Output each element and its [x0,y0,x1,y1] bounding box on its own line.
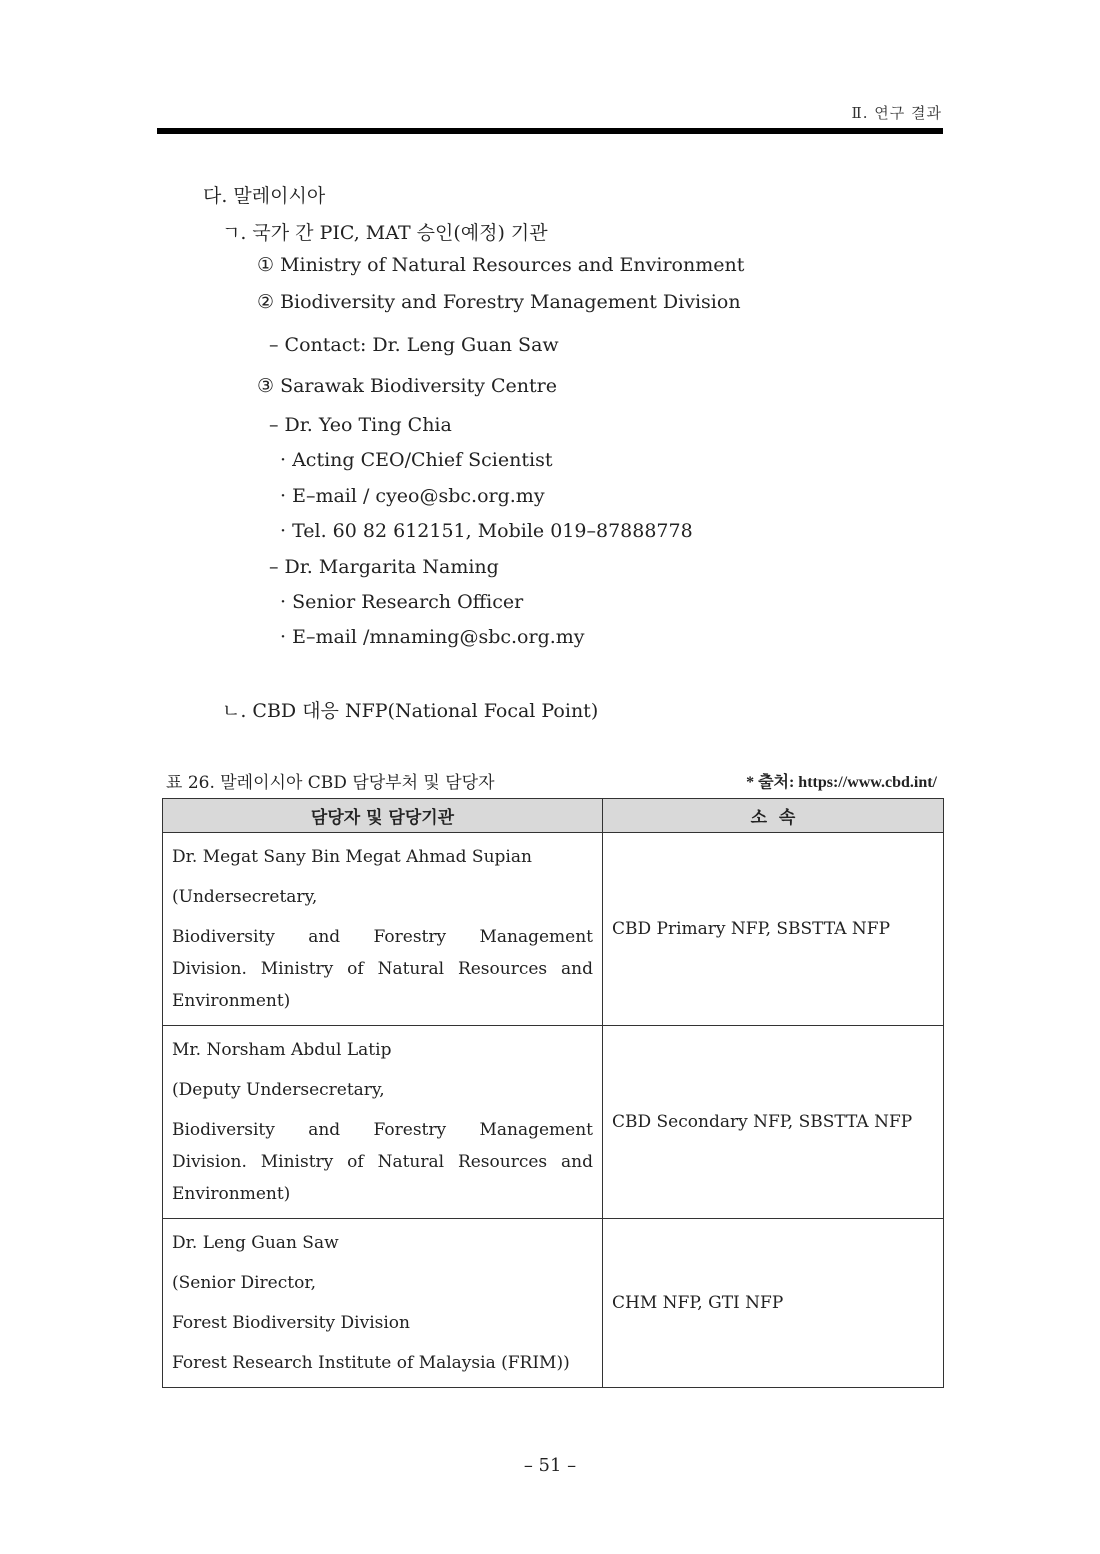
contact-cell [163,1219,603,1388]
table-row [163,1219,944,1388]
org-word: and [308,927,341,947]
org-word: Management [479,927,593,947]
contact-cell [163,1026,603,1219]
contact-org: Forest Research Institute of Malaysia (FRIM)) [172,1353,570,1373]
subsection-b-heading: ㄴ. CBD 대응 NFP(National Focal Point) [222,700,599,722]
contact-cell [163,833,603,1026]
column-header: 담당자 및 담당기관 [163,799,603,833]
contact-line: – Contact: Dr. Leng Guan Saw [269,334,559,356]
page-number: – 51 – [523,1455,577,1476]
role-cell: CBD Primary NFP, SBSTTA NFP [603,833,944,1026]
contact-title: (Deputy Undersecretary, [172,1080,385,1100]
contact-org-rest: Division. Ministry of Natural Resources and Environment) [172,1152,593,1204]
person-line: – Dr. Margarita Naming [269,556,499,578]
contact-org-line [172,1114,593,1146]
cbd-contacts-table [162,798,944,1388]
org-word: Management [479,1120,593,1140]
detail-line: · Acting CEO/Chief Scientist [280,449,553,471]
institution-item-2: ② Biodiversity and Forestry Management Division [257,291,741,313]
table-row [163,833,944,1026]
table-source: * 출처: https://www.cbd.int/ [746,774,937,791]
institution-item-1: ① Ministry of Natural Resources and Environment [257,254,745,276]
role-cell: CHM NFP, GTI NFP [603,1219,944,1388]
org-word: Forestry [373,1120,447,1140]
institution-item-3: ③ Sarawak Biodiversity Centre [257,375,557,397]
org-word: and [308,1120,341,1140]
contact-org: Forest Biodiversity Division [172,1313,410,1333]
subsection-a-heading: ㄱ. 국가 간 PIC, MAT 승인(예정) 기관 [222,222,548,244]
contact-title: (Senior Director, [172,1273,316,1293]
detail-line: · E–mail / cyeo@sbc.org.my [280,485,545,507]
contact-name: Mr. Norsham Abdul Latip [172,1040,392,1060]
detail-line: · Senior Research Officer [280,591,524,613]
contact-org-rest: Division. Ministry of Natural Resources and Environment) [172,959,593,1011]
org-word: Biodiversity [172,927,275,947]
table-row [163,1026,944,1219]
person-line: – Dr. Yeo Ting Chia [269,414,452,436]
org-word: Biodiversity [172,1120,275,1140]
contact-name: Dr. Leng Guan Saw [172,1233,339,1253]
column-header: 소 속 [603,799,944,833]
contact-title: (Undersecretary, [172,887,318,907]
contact-org-line [172,921,593,953]
table-caption: 표 26. 말레이시아 CBD 담당부처 및 담당자 [166,773,495,793]
section-heading: 다. 말레이시아 [203,185,326,207]
contact-name: Dr. Megat Sany Bin Megat Ahmad Supian [172,847,532,867]
org-word: Forestry [373,927,447,947]
detail-line: · Tel. 60 82 612151, Mobile 019–87888778 [280,520,693,542]
role-cell: CBD Secondary NFP, SBSTTA NFP [603,1026,944,1219]
detail-line: · E–mail /mnaming@sbc.org.my [280,626,585,648]
header-rule [157,128,943,134]
chapter-header: Ⅱ. 연구 결과 [851,104,942,122]
table-header-row [163,799,944,833]
